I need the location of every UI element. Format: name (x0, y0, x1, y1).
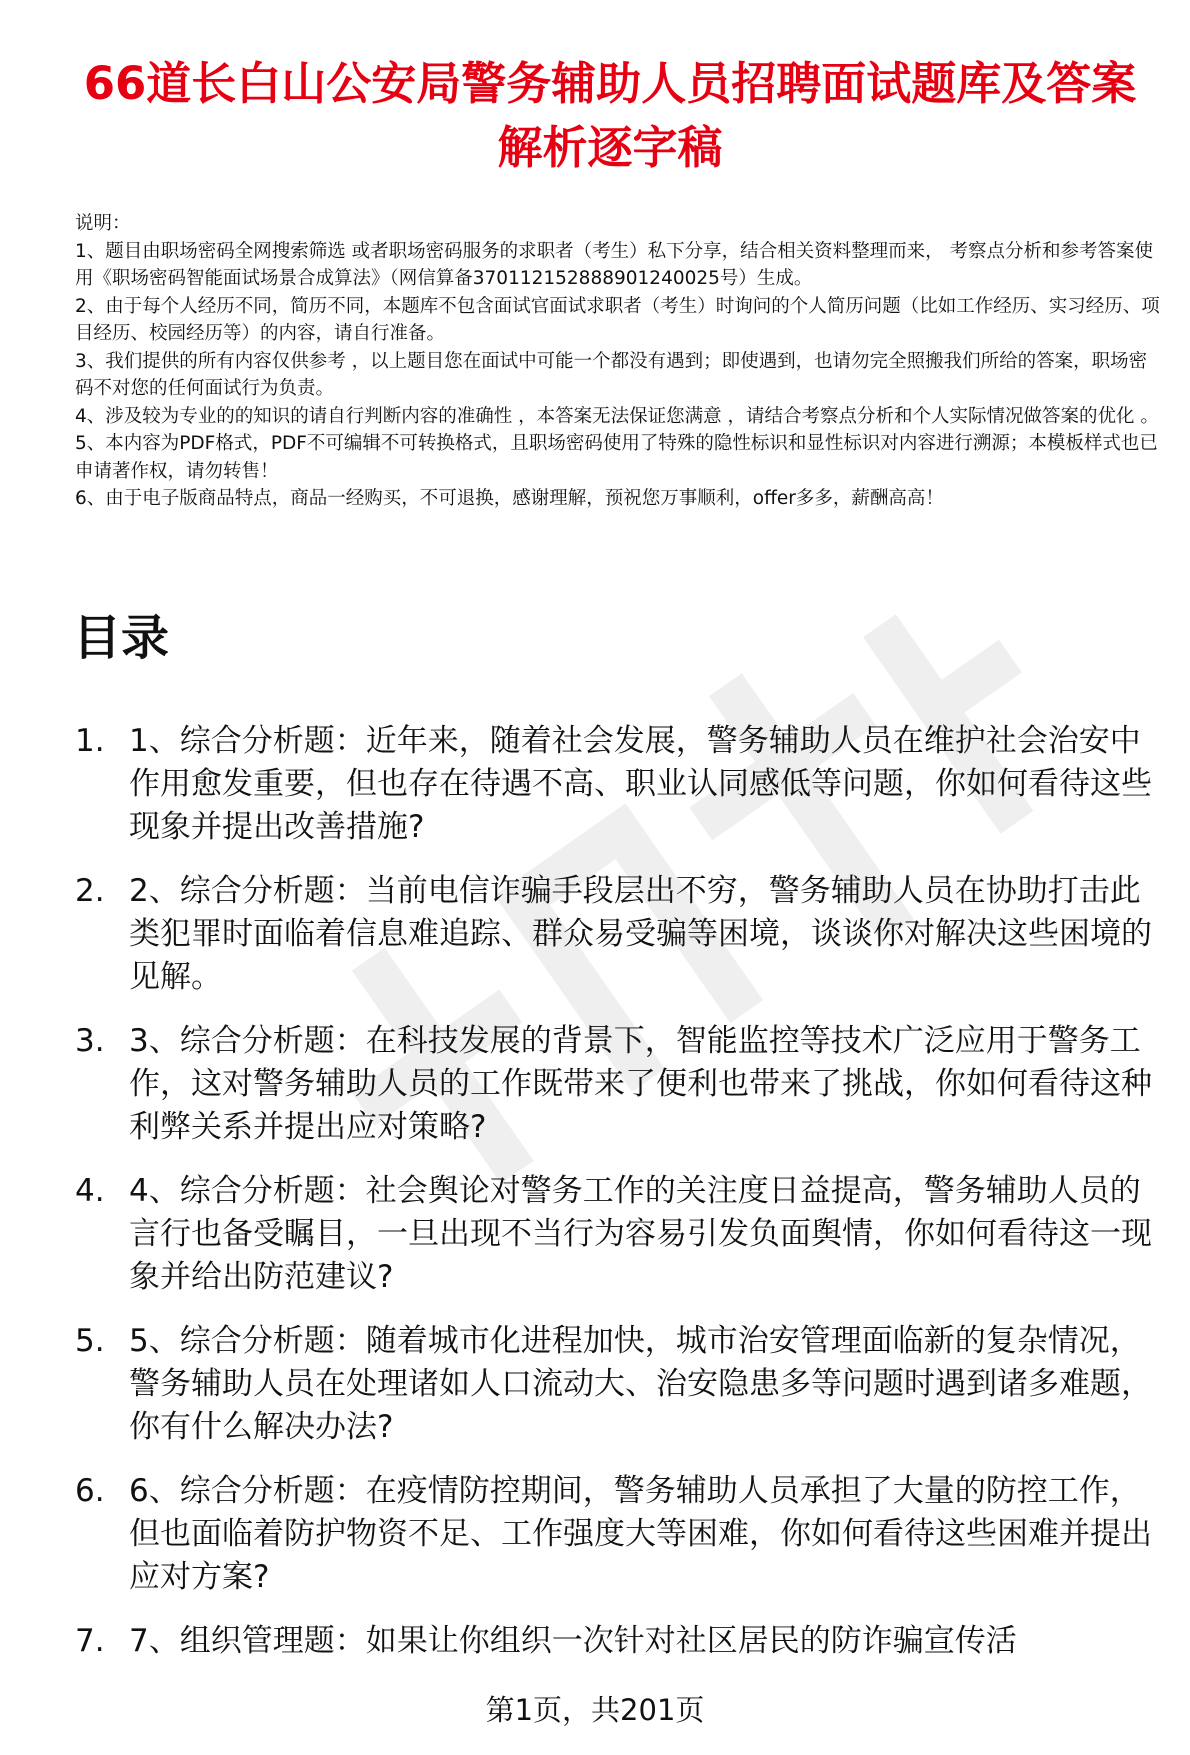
toc-list (75, 720, 1170, 1684)
toc-item[interactable] (75, 1020, 1170, 1149)
note-item: 3、我们提供的所有内容仅供参考 ，以上题目您在面试中可能一个都没有遇到；即使遇到，也请勿完全照搬我们所给的答案，职场密码不对您的任何面试行为负责。 (75, 350, 1148, 399)
toc-item-number: 6. (75, 1473, 105, 1509)
toc-heading: 目录 (73, 610, 170, 666)
toc-item-text: 4、综合分析题：社会舆论对警务工作的关注度日益提高，警务辅助人员的言行也备受瞩目，一旦出现不当行为容易引发负面舆情，你如何看待这一现象并给出防范建议? (129, 1173, 1152, 1295)
note-item: 5、本内容为PDF格式，PDF不可编辑不可转换格式，且职场密码使用了特殊的隐性标识和显性标识对内容进行溯源；本模板样式也已申请著作权，请勿转售！ (75, 433, 1158, 482)
notes-section (75, 210, 1165, 513)
toc-item[interactable] (75, 1470, 1170, 1599)
toc-item-number: 7. (75, 1623, 105, 1659)
note-item: 4、涉及较为专业的的知识的请自行判断内容的准确性 ，本答案无法保证您满意 ，请结合考察点分析和个人实际情况做答案的优化 。 (75, 405, 1159, 427)
toc-item[interactable] (75, 1170, 1170, 1299)
notes-heading: 说明： (75, 213, 131, 234)
toc-item-text: 3、综合分析题：在科技发展的背景下，智能监控等技术广泛应用于警务工作，这对警务辅助人员的工作既带来了便利也带来了挑战，你如何看待这种利弊关系并提出应对策略? (129, 1023, 1152, 1145)
note-item: 6、由于电子版商品特点，商品一经购买，不可退换，感谢理解，预祝您万事顺利，offer多多，薪酬高高！ (75, 488, 944, 509)
toc-item-number: 2. (75, 873, 105, 909)
toc-item-number: 1. (75, 723, 105, 759)
toc-item-number: 3. (75, 1023, 105, 1059)
toc-item[interactable] (75, 720, 1170, 849)
toc-item[interactable] (75, 1620, 1170, 1663)
toc-item-text: 5、综合分析题：随着城市化进程加快，城市治安管理面临新的复杂情况，警务辅助人员在处理诸如人口流动大、治安隐患多等问题时遇到诸多难题，你有什么解决办法? (129, 1323, 1152, 1445)
toc-item[interactable] (75, 1320, 1170, 1449)
page-number: 第1页，共201页 (485, 1693, 705, 1727)
toc-item-text: 6、综合分析题：在疫情防控期间，警务辅助人员承担了大量的防控工作，但也面临着防护物资不足、工作强度大等困难，你如何看待这些困难并提出应对方案? (129, 1473, 1152, 1595)
toc-item-text: 7、组织管理题：如果让你组织一次针对社区居民的防诈骗宣传活 (129, 1623, 1017, 1659)
toc-item[interactable] (75, 870, 1170, 999)
toc-item-text: 1、综合分析题：近年来，随着社会发展，警务辅助人员在维护社会治安中作用愈发重要，但也存在待遇不高、职业认同感低等问题，你如何看待这些现象并提出改善措施? (129, 723, 1152, 845)
note-item: 2、由于每个人经历不同，简历不同，本题库不包含面试官面试求职者（考生）时询问的个人简历问题（比如工作经历、实习经历、项目经历、校园经历等）的内容，请自行准备。 (75, 295, 1160, 344)
toc-item-number: 4. (75, 1173, 105, 1209)
note-item: 1、题目由职场密码全网搜索筛选 或者职场密码服务的求职者（考生）私下分享，结合相关资料整理而来， 考察点分析和参考答案使用《职场密码智能面试场景合成算法》（网信算备370112152888901240025号）生成。 (75, 240, 1154, 289)
document-title: 66道长白山公安局警务辅助人员招聘面试题库及答案解析逐字稿 (83, 57, 1137, 174)
toc-item-number: 5. (75, 1323, 105, 1359)
toc-item-text: 2、综合分析题：当前电信诈骗手段层出不穷，警务辅助人员在协助打击此类犯罪时面临着信息难追踪、群众易受骗等困境，谈谈你对解决这些困境的见解。 (129, 873, 1152, 995)
